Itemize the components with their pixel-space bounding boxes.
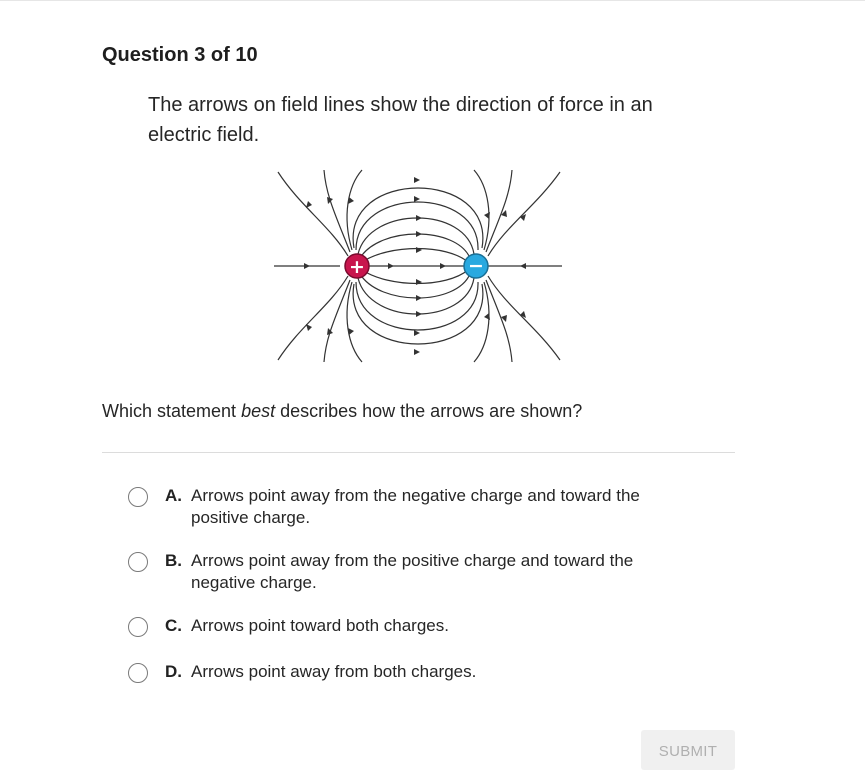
option-a[interactable] (128, 485, 728, 529)
arrowhead (348, 328, 354, 335)
question-text-after: describes how the arrows are shown? (275, 401, 583, 421)
option-text: Arrows point toward both charges. (191, 616, 449, 635)
option-text: Arrows point away from both charges. (191, 662, 477, 681)
field-line (347, 170, 362, 250)
question-counter: Question 3 of 10 (102, 44, 258, 66)
arrowhead (414, 177, 420, 183)
arrowhead (484, 212, 490, 219)
arrowhead (327, 197, 333, 204)
arrowhead (306, 201, 312, 208)
negative-charge-symbol: − (468, 255, 484, 277)
field-line (324, 170, 350, 252)
positive-charge-symbol: + (349, 256, 365, 278)
arrowhead (416, 295, 422, 301)
question-text (102, 401, 582, 422)
field-line (488, 276, 560, 360)
field-line (347, 282, 362, 362)
field-line (362, 249, 468, 263)
option-letter: B. (165, 551, 182, 570)
positive-charge (345, 254, 369, 278)
arrowhead (388, 263, 394, 269)
arrowhead (440, 263, 446, 269)
electric-field-diagram (270, 166, 566, 364)
option-d[interactable] (128, 661, 728, 683)
field-line (362, 270, 468, 284)
option-letter: C. (165, 616, 182, 635)
arrowhead (416, 247, 422, 253)
field-line (278, 172, 348, 256)
arrowhead (304, 263, 310, 269)
radio-button[interactable] (128, 617, 148, 637)
field-line (356, 202, 478, 250)
submit-button[interactable]: SUBMIT (641, 730, 735, 770)
arrowhead (416, 215, 422, 221)
arrowhead (327, 328, 333, 335)
radio-button[interactable] (128, 487, 148, 507)
field-line (278, 276, 348, 360)
field-line (356, 282, 478, 330)
top-divider (0, 0, 865, 1)
arrowhead (348, 197, 354, 204)
arrowhead (414, 349, 420, 355)
arrowhead (520, 263, 526, 269)
radio-button[interactable] (128, 663, 148, 683)
option-text: Arrows point away from the negative charge and toward the positive charge. (191, 486, 640, 527)
field-line (324, 280, 350, 362)
option-text: Arrows point away from the positive charge and toward the negative charge. (191, 551, 634, 592)
arrowhead (416, 311, 422, 317)
option-b[interactable] (128, 550, 728, 594)
question-emphasis: best (241, 401, 276, 421)
arrowhead (414, 196, 420, 202)
option-letter: D. (165, 662, 182, 681)
field-line (488, 172, 560, 256)
arrowhead (416, 231, 422, 237)
option-letter: A. (165, 486, 182, 505)
arrowhead (414, 330, 420, 336)
radio-button[interactable] (128, 552, 148, 572)
arrowhead (416, 279, 422, 285)
negative-charge (464, 254, 488, 278)
arrowhead (484, 313, 490, 320)
option-c[interactable] (128, 615, 728, 637)
arrowhead (306, 324, 312, 331)
prompt-text: The arrows on field lines show the direction of force in an electric field. (148, 94, 653, 146)
question-text-before: Which statement (102, 401, 242, 421)
divider (102, 452, 735, 453)
